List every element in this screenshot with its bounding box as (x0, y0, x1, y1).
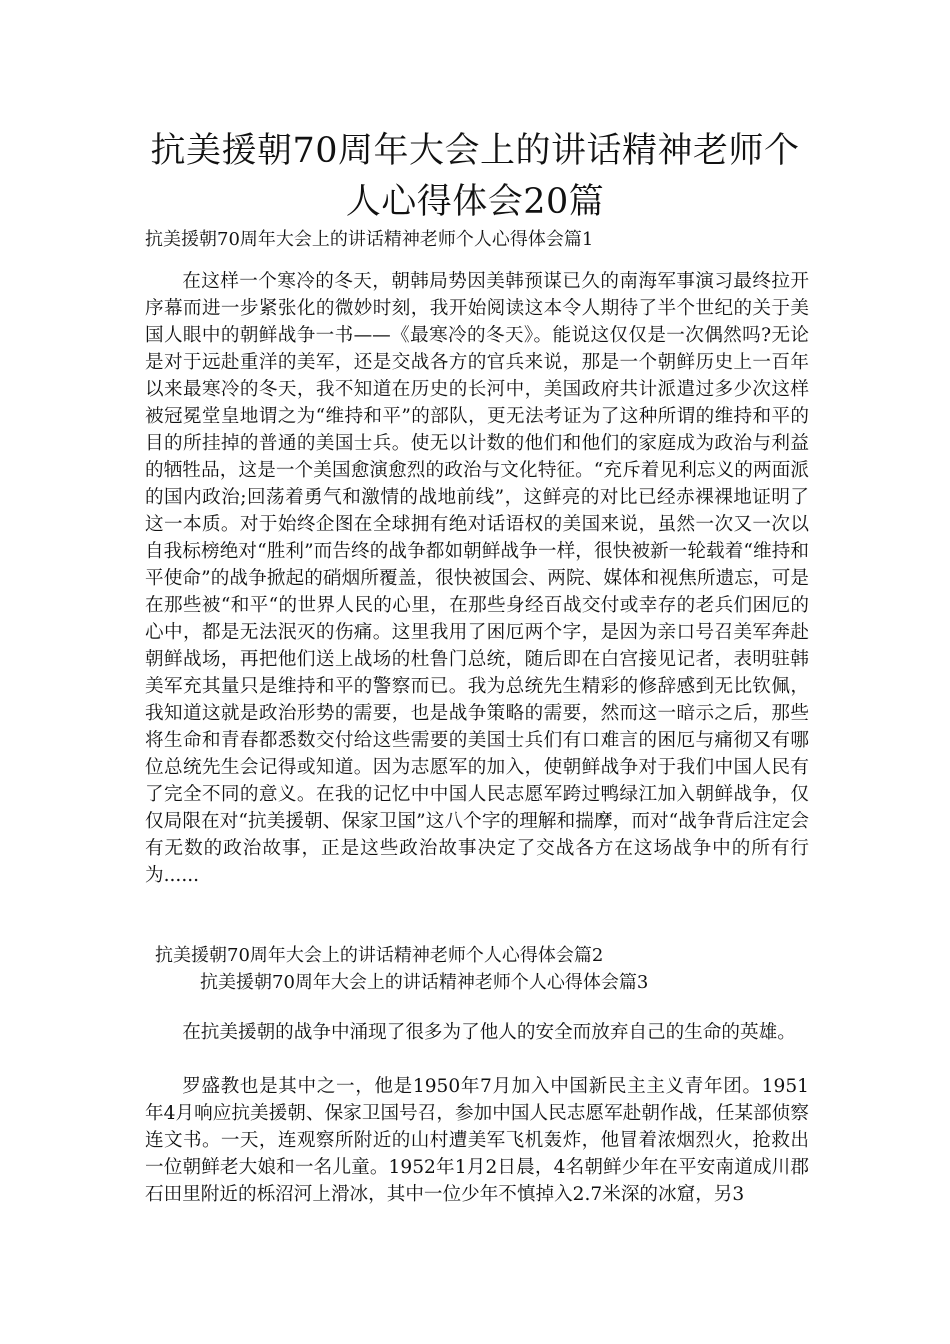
section-heading-1: 抗美援朝70周年大会上的讲话精神老师个人心得体会篇1 (145, 229, 594, 250)
section-heading-2: 抗美援朝70周年大会上的讲话精神老师个人心得体会篇2 (155, 945, 604, 966)
section-3-paragraph-2: 罗盛教也是其中之一，他是1950年7月加入中国新民主主义青年团。1951年4月响应抗美援朝、保家卫国号召，参加中国人民志愿军赴朝作战，任某部侦察连文书。一天，连观察所附近的山村遭美军飞机轰炸，他冒着浓烟烈火，抢救出一位朝鲜老大娘和一名儿童。1952年1月2日晨，4名朝鲜少年在平安南道成川郡石田里附近的栎沼河上滑冰，其中一位少年不慎掉入2.7米深的冰窟，另3 (145, 1076, 809, 1205)
document-title: 抗美援朝70周年大会上的讲话精神老师个人心得体会20篇 (150, 131, 800, 222)
section-1-paragraph: 在这样一个寒冷的冬天，朝韩局势因美韩预谋已久的南海军事演习最终拉开序幕而进一步紧张化的微妙时刻，我开始阅读这本令人期待了半个世纪的关于美国人眼中的朝鲜战争一书——《最寒冷的冬天》。能说这仅仅是一次偶然吗?无论是对于远赴重洋的美军，还是交战各方的官兵来说，那是一个朝鲜历史上一百年以来最寒冷的冬天，我不知道在历史的长河中，美国政府共计派遣过多少次这样被冠冕堂皇地谓之为“维持和平”的部队，更无法考证为了这种所谓的维持和平的目的所挂掉的普通的美国士兵。使无以计数的他们和他们的家庭成为政治与利益的牺牲品，这是一个美国愈演愈烈的政治与文化特征。“充斥着见利忘义的两面派的国内政治;回荡着勇气和激情的战地前线”，这鲜亮的对比已经赤裸裸地证明了这一本质。对于始终企图在全球拥有绝对话语权的美国来说，虽然一次又一次以自我标榜绝对“胜利”而告终的战争都如朝鲜战争一样，很快被新一轮载着“维持和平使命”的战争掀起的硝烟所覆盖，很快被国会、两院、媒体和视焦所遗忘，可是在那些被“和平“的世界人民的心里，在那些身经百战交付或幸存的老兵们困厄的心中，都是无法泯灭的伤痛。这里我用了困厄两个字，是因为亲口号召美军奔赴朝鲜战场，再把他们送上战场的杜鲁门总统，随后即在白宫接见记者，表明驻韩美军充其量只是维持和平的警察而已。我为总统先生精彩的修辞感到无比钦佩，我知道这就是政治形势的需要，也是战争策略的需要，然而这一暗示之后，那些将生命和青春都悉数交付给这些需要的美国士兵们有口难言的困厄与痛彻又有哪位总统先生会记得或知道。因为志愿军的加入，使朝鲜战争对于我们中国人民有了完全不同的意义。在我的记忆中中国人民志愿军跨过鸭绿江加入朝鲜战争，仅仅局限在对“抗美援朝、保家卫国”这八个字的理解和揣摩，而对“战争背后注定会有无数的政治故事，正是这些政治故事决定了交战各方在这场战争中的所有行为...... (145, 271, 809, 886)
section-heading-3: 抗美援朝70周年大会上的讲话精神老师个人心得体会篇3 (200, 972, 649, 993)
section-3-paragraph-1: 在抗美援朝的战争中涌现了很多为了他人的安全而放弃自己的生命的英雄。 (182, 1022, 796, 1043)
